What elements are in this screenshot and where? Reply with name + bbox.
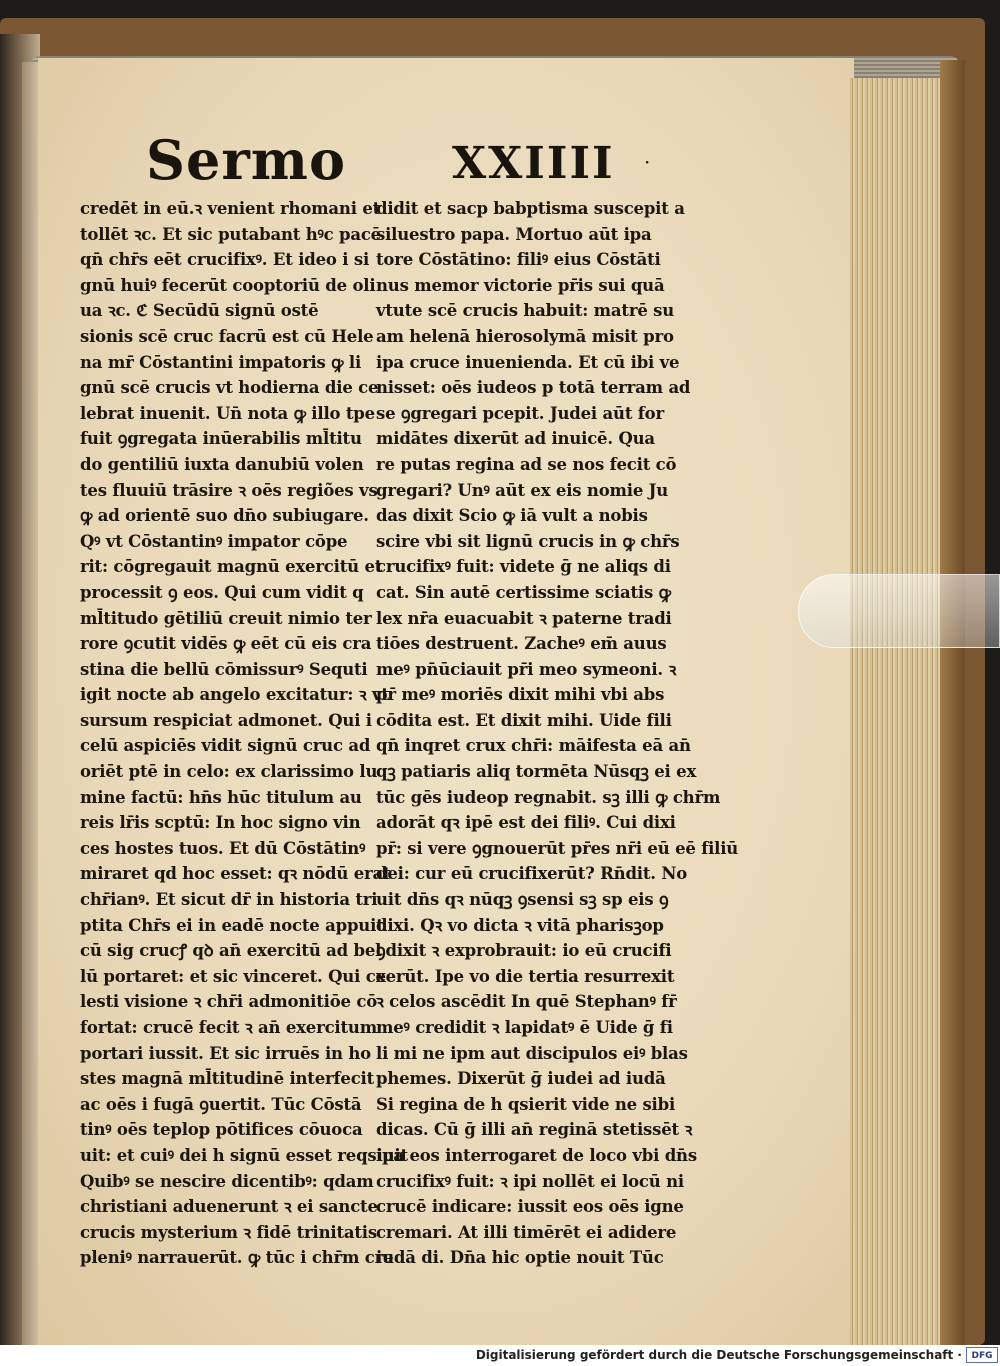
text-line: stes magnā ml̄titudinē interfecit	[80, 1069, 375, 1089]
text-line: qn̄ inqret crux chr̄i: māifesta eā an̄	[376, 736, 691, 756]
page-holder-clip	[798, 574, 1000, 648]
text-line: fortat: crucē fecit ꝛ an̄ exercitum	[80, 1018, 377, 1037]
text-line: xerūt. Ipe vo die tertia resurrexit	[376, 966, 675, 986]
text-line: Si regina de h qsierit vide ne sibi	[376, 1094, 676, 1114]
text-line: qꝫ patiaris aliq tormēta Nūsqꝫ ei ex	[376, 762, 697, 782]
text-line: lebrat inuenit. Un̄ nota ꝙ illo tpe	[80, 403, 375, 423]
text-column-right	[376, 196, 739, 1271]
text-line: Qꝰ vt Cōstantinꝰ impator cōpe	[80, 531, 348, 551]
text-line: celū aspiciēs vidit signū cruc ad	[80, 736, 371, 756]
text-column-left	[80, 196, 408, 1271]
dfg-logo: DFG	[966, 1347, 998, 1363]
text-line: iudā di. Dn̄a hic optie nouit Tūc	[376, 1248, 664, 1268]
text-line: na mr̄ Cōstantini impatoris ꝙ li	[80, 352, 362, 372]
text-line: oriēt ptē in celo: ex clarissimo lu	[80, 762, 378, 782]
text-line: meꝰ credidit ꝛ lapidatꝰ ē Uide ḡ fi	[376, 1018, 673, 1037]
text-line: tes fluuiū trāsire ꝛ oēs regiões vs	[80, 480, 378, 500]
cover-edge	[940, 60, 965, 1345]
text-line: pleniꝰ narrauerūt. ꝙ tūc i chr̄m cre	[80, 1248, 394, 1268]
header-dot: ·	[644, 150, 651, 174]
text-line: midātes dixerūt ad inuicē. Qua	[376, 429, 655, 449]
text-line: mine factū: hn̄s hūc titulum au	[80, 787, 362, 807]
text-line: didit et sacp babptisma suscepit a	[376, 199, 685, 218]
text-line: ꝛ celos ascēdit In quē Stephanꝰ fr̄	[376, 992, 677, 1012]
text-line: Quibꝰ se nescire dicentibꝰ: qdam	[80, 1171, 374, 1191]
text-line: lex nr̄a euacuabit ꝛ paterne tradi	[376, 608, 672, 628]
text-line: li mi ne ipm aut discipulos eiꝰ blas	[376, 1043, 688, 1063]
text-line: credēt in eū.ꝛ venient rhomani et	[80, 199, 381, 218]
text-line: re putas regina ad se nos fecit cō	[376, 454, 677, 474]
text-line: adorāt qꝛ ipē est dei filiꝰ. Cui dixi	[376, 813, 676, 833]
text-line: ipa cruce inuenienda. Et cū ibi ve	[376, 352, 680, 372]
text-line: rore ꝯcutit vidēs ꝙ eēt cū eis cra	[80, 634, 372, 654]
text-line: lū portaret: et sic vinceret. Qui ce	[80, 966, 386, 986]
text-line: crucis mysterium ꝛ fidē trinitatis	[80, 1222, 377, 1242]
text-line: tore Cōstātino: filiꝰ eius Cōstāti	[376, 250, 661, 270]
text-line: sursum respiciat admonet. Qui i	[80, 710, 372, 730]
text-line: ac oēs i fugā ꝯuertit. Tūc Cōstā	[80, 1094, 362, 1114]
text-line: reis lr̄is scptū: In hoc signo vin	[80, 813, 361, 833]
text-line: vtute scē crucis habuit: matrē su	[376, 301, 675, 321]
text-line: nus memor victorie pr̄is sui quā	[376, 275, 665, 295]
text-line: igit nocte ab angelo excitatur: ꝛ vt	[80, 685, 389, 705]
text-line: tūc gēs iudeop regnabit. sꝫ illi ꝙ chr̄m	[376, 787, 721, 807]
text-line: dixi. Qꝛ vo dicta ꝛ vitā pharisꝫop	[376, 915, 664, 935]
text-line: cat. Sin autē certissime sciatis ꝙ	[376, 582, 671, 602]
text-line: das dixit Scio ꝙ iā vult a nobis	[376, 506, 648, 526]
text-line: processit ꝯ eos. Qui cum vidit q	[80, 582, 364, 602]
text-line: miraret qd hoc esset: qꝛ nōdū erat	[80, 864, 391, 884]
text-line: ua ꝛc. ℭ Secūdū signū ostē	[80, 301, 319, 321]
text-line: uit: et cuiꝰ dei h signū esset reqsiuit	[80, 1145, 408, 1165]
text-line: ces hostes tuos. Et dū Cōstātinꝰ	[80, 838, 366, 858]
text-line: meꝰ pn̄ūciauit pr̄i meo symeoni. ꝛ	[376, 659, 677, 679]
text-line: chr̄ianꝰ. Et sicut dr̄ in historia tri	[80, 890, 378, 910]
text-line: cōdita est. Et dixit mihi. Uide fili	[376, 710, 672, 730]
text-line: stina die bellū cōmissurꝰ Sequti	[80, 659, 368, 679]
text-line: cū sig crucꝭ qꝺ an̄ exercitū ad bel	[80, 941, 382, 961]
text-line: ipa eos interrogaret de loco vbi dn̄s	[376, 1145, 697, 1165]
text-line: dicas. Cū ḡ illi an̄ reginā stetissēt ꝛ	[376, 1120, 693, 1140]
text-line: sionis scē cruc facrū est cū Hele	[80, 326, 374, 346]
text-line: pr̄: si vere ꝯgnouerūt pr̄es nr̄i eū eē filiū	[376, 838, 739, 858]
footer-credit: Digitalisierung gefördert durch die Deutsche Forschungsgemeinschaft ·	[475, 1348, 962, 1362]
text-line: gnū huiꝰ fecerūt cooptoriū de oli	[80, 275, 376, 295]
text-line: crucē indicare: iussit eos oēs igne	[376, 1197, 684, 1217]
text-line: tollēt ꝛc. Et sic putabant hꝰc pacē	[80, 224, 381, 244]
sermon-number: XXIIII	[452, 138, 615, 189]
text-line: tiōes destruent. Zacheꝰ em̄ auus	[376, 634, 667, 654]
text-line: scire vbi sit lignū crucis in ꝙ chr̄s	[376, 531, 680, 551]
text-line: uit dn̄s qꝛ nūqꝫ ꝯsensi sꝫ sp eis ꝯ	[376, 890, 669, 910]
text-line: crucifixꝰ fuit: ꝛ ipi nollēt ei locū ni	[376, 1171, 684, 1191]
text-line: rit: cōgregauit magnū exercitū et	[80, 557, 383, 577]
text-line: qn̄ chr̄s eēt crucifixꝰ. Et ideo i si	[80, 250, 370, 270]
text-line: phemes. Dixerūt ḡ iudei ad iudā	[376, 1069, 666, 1089]
text-line: portari iussit. Et sic irruēs in ho	[80, 1043, 371, 1063]
text-line: lesti visione ꝛ chr̄i admonitiōe cō	[80, 992, 378, 1012]
text-line: pr̄ meꝰ moriēs dixit mihi vbi abs	[376, 685, 665, 705]
text-line: gnū scē crucis vt hodierna die ce	[80, 378, 379, 398]
text-line: do gentiliū iuxta danubiū volen	[80, 454, 364, 474]
text-line: ꝙ ad orientē suo dn̄o subiugare.	[80, 506, 369, 526]
text-line: se ꝯgregari pcepit. Judei aūt for	[376, 403, 664, 423]
text-line: crucifixꝰ fuit: videte ḡ ne aliqs di	[376, 557, 671, 577]
text-line: gregari? Unꝰ aūt ex eis nomie Ju	[376, 480, 669, 500]
text-line: siluestro papa. Mortuo aūt ipa	[376, 224, 652, 244]
text-line: nisset: oēs iudeos p totā terram ad	[376, 378, 691, 398]
text-line: dei: cur eū crucifixerūt? Rn̄dit. No	[376, 864, 688, 884]
text-line: tinꝰ oēs teplop pōtifices cōuoca	[80, 1120, 363, 1140]
text-line: ml̄titudo gētiliū creuit nimio ter	[80, 608, 372, 628]
text-line: ꝯdixit ꝛ exprobrauit: io eū crucifi	[376, 941, 672, 961]
text-line: cremari. At illi timērēt ei adidere	[376, 1222, 677, 1242]
text-line: ptita Chr̄s ei in eadē nocte appuit	[80, 915, 384, 935]
text-line: fuit ꝯgregata inūerabilis ml̄titu	[80, 429, 362, 449]
footer-bar	[0, 1345, 1000, 1366]
text-line: am helenā hierosolymā misit pro	[376, 326, 674, 346]
running-title: Sermo	[146, 128, 346, 192]
text-line: christiani aduenerunt ꝛ ei sancte	[80, 1197, 378, 1217]
